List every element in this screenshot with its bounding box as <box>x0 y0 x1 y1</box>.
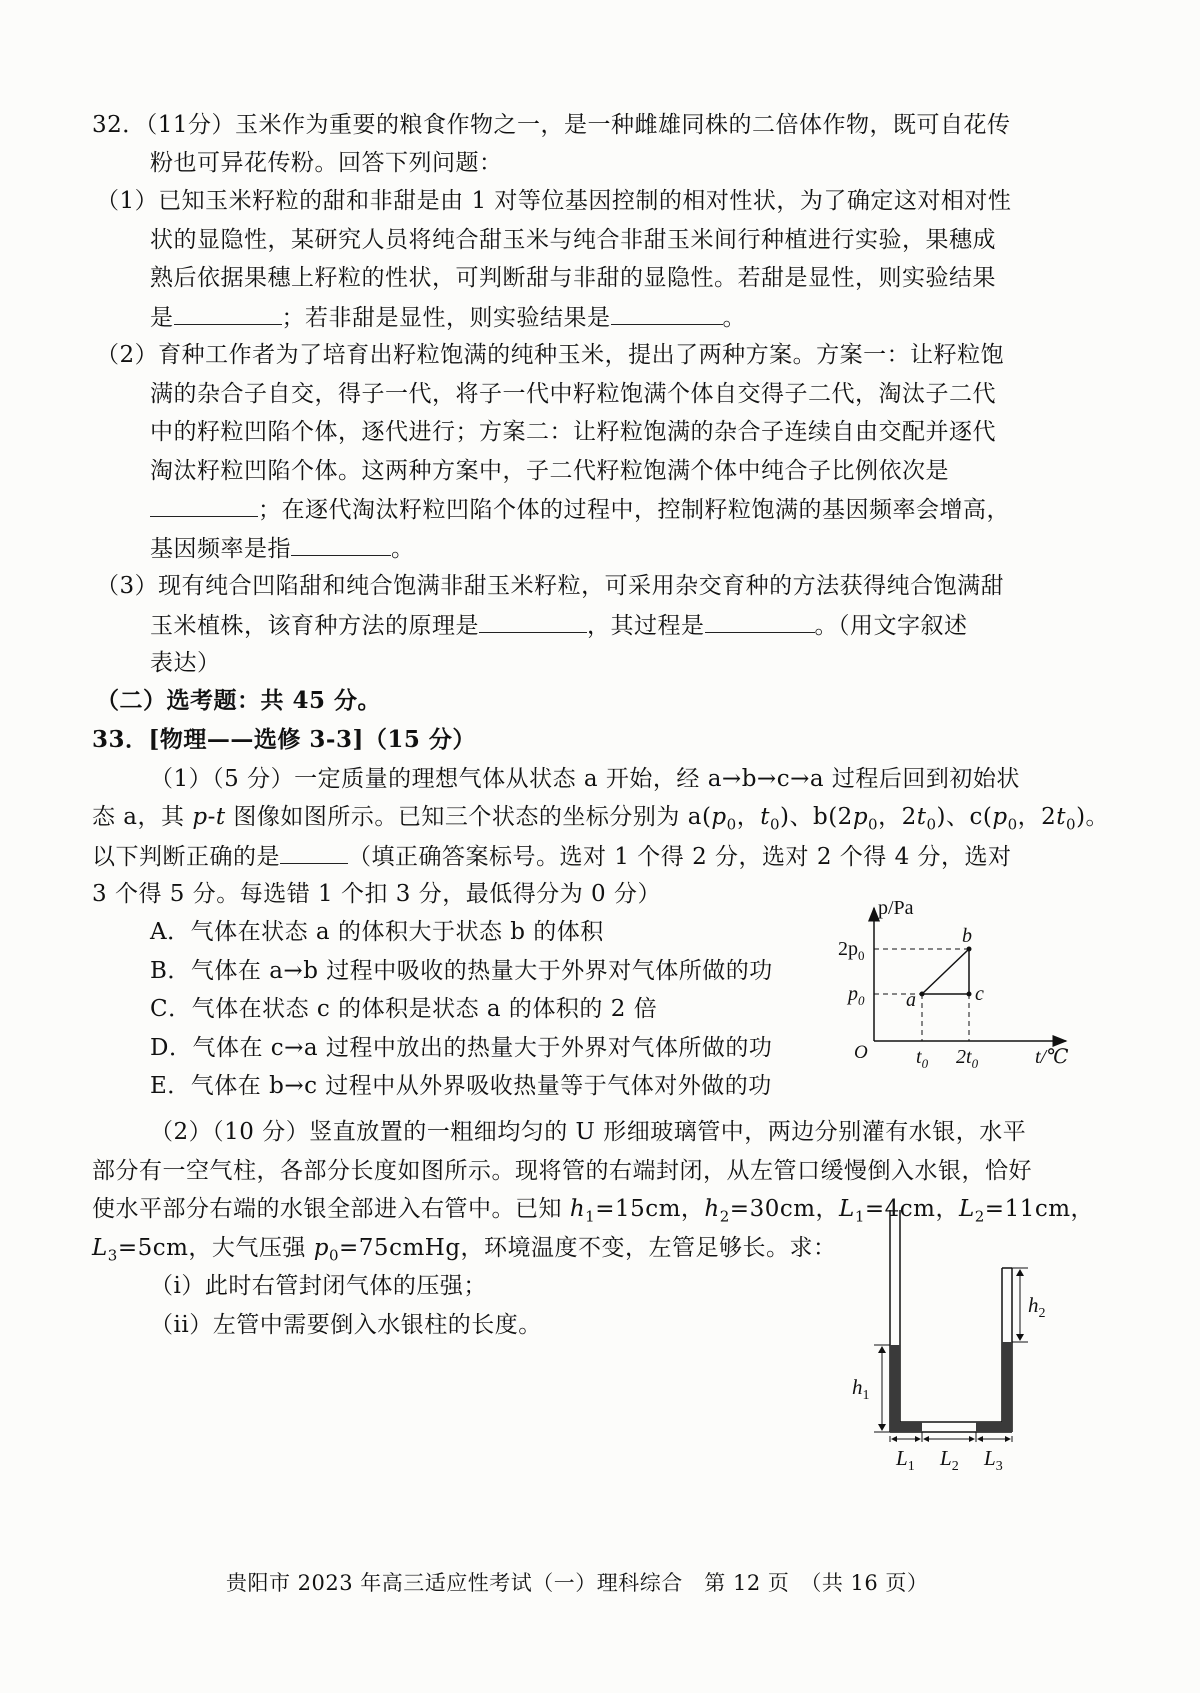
mercury-right <box>1002 1342 1012 1432</box>
answer-blank[interactable] <box>280 841 348 864</box>
q32-p2-l5: ；在逐代淘汰籽粒凹陷个体的过程中，控制籽粒饱满的基因频率会增高， <box>150 494 1010 525</box>
L3-label: $L_3$ <box>984 1446 1003 1474</box>
q33-part2-sub1: （i）此时右管封闭气体的压强； <box>150 1273 487 1299</box>
q32-p1-l3: 熟后依据果穗上籽粒的性状，可判断甜与非甜的显隐性。若甜是显性，则实验结果 <box>150 265 996 291</box>
point-b-label: b <box>962 925 972 947</box>
q32-p2-l3: 中的籽粒凹陷个体，逐代进行；方案二：让籽粒饱满的杂合子连续自由交配并逐代 <box>150 419 996 445</box>
q32-p2-l4: 淘汰籽粒凹陷个体。这两种方案中，子二代籽粒饱满个体中纯合子比例依次是 <box>150 458 949 484</box>
q33-part1-l4: 3 个得 5 分。每选错 1 个扣 3 分，最低得分为 0 分） <box>92 881 661 907</box>
h2-label: $h_2$ <box>1028 1293 1046 1321</box>
point-c-label: c <box>975 983 984 1005</box>
q32-p2-l2: 满的杂合子自交，得子一代，将子一代中籽粒饱满个体自交得子二代，淘汰子二代 <box>150 381 996 407</box>
q32-p3-l1: （3）现有纯合凹陷甜和纯合饱满非甜玉米籽粒，可采用杂交育种的方法获得纯合饱满甜 <box>96 573 1005 599</box>
answer-blank[interactable] <box>150 494 258 517</box>
mercury-left <box>890 1345 900 1432</box>
u-tube-diagram <box>850 1210 1050 1480</box>
q33-part1-l1: （1）（5 分）一定质量的理想气体从状态 a 开始，经 a→b→c→a 过程后回到初始状 <box>150 766 1020 792</box>
path-a-b <box>922 949 969 994</box>
pt-graph <box>838 893 1083 1068</box>
section2-heading: （二）选考题：共 45 分。 <box>96 687 382 714</box>
q33-part1-l3: 以下判断正确的是 （填正确答案标号。选对 1 个得 2 分，选对 2 个得 4 分，选对 <box>92 841 1012 872</box>
x-axis-label: t/℃ <box>1035 1046 1069 1068</box>
answer-blank[interactable] <box>705 610 815 633</box>
L2-label: $L_2$ <box>940 1446 959 1474</box>
q32-p1-l1: （1）已知玉米籽粒的甜和非甜是由 1 对等位基因控制的相对性状，为了确定这对相对性 <box>96 188 1012 214</box>
answer-blank[interactable] <box>479 610 587 633</box>
q33-heading: 33．[物理——选修 3-3]（15 分） <box>92 726 476 753</box>
q33-part2-l1: （2）（10 分）竖直放置的一粗细均匀的 U 形细玻璃管中，两边分别灌有水银，水平 <box>150 1119 1027 1145</box>
tick-2t0: $2t_0$ <box>956 1046 979 1068</box>
origin-label: O <box>854 1042 868 1063</box>
answer-blank[interactable] <box>611 302 723 325</box>
option-d: D．气体在 c→a 过程中放出的热量大于外界对气体所做的功 <box>150 1035 773 1061</box>
q32-p2-l1: （2）育种工作者为了培育出籽粒饱满的纯种玉米，提出了两种方案。方案一：让籽粒饱 <box>96 342 1005 368</box>
L1-label: $L_1$ <box>896 1446 915 1474</box>
option-e: E．气体在 b→c 过程中从外界吸收热量等于气体对外做的功 <box>150 1073 772 1099</box>
q32-p2-l6: 基因频率是指 。 <box>150 533 415 564</box>
mercury-bottom-right <box>976 1422 1002 1432</box>
h1-label: $h_1$ <box>852 1375 870 1403</box>
q32-p3-l3: 表达） <box>150 650 221 676</box>
q32-heading-cont: 粉也可异花传粉。回答下列问题： <box>150 150 503 176</box>
answer-blank[interactable] <box>291 533 391 556</box>
tick-t0: $t_0$ <box>916 1046 929 1068</box>
option-c: C．气体在状态 c 的体积是状态 a 的体积的 2 倍 <box>150 996 658 1022</box>
y-axis-label: p/Pa <box>878 897 914 919</box>
page-footer: 贵阳市 2023 年高三适应性考试（一）理科综合 第 12 页 （共 16 页） <box>226 1571 929 1595</box>
option-b: B．气体在 a→b 过程中吸收的热量大于外界对气体所做的功 <box>150 958 773 984</box>
q32-p1-l2: 状的显隐性，某研究人员将纯合甜玉米与纯合非甜玉米间行种植进行实验，果穗成 <box>150 227 996 253</box>
point-a-label: a <box>906 989 916 1011</box>
q33-part1-l2: 态 a，其 p-t 图像如图所示。已知三个状态的坐标分别为 $a(p_0$，$t_0$)、$b(2p_0$，$2t_0$)、$c(p_0$，$2t_0$)。 <box>92 804 1110 834</box>
q32-heading: 32．（11分）玉米作为重要的粮食作物之一，是一种雌雄同株的二倍体作物，既可自花传 <box>92 112 1011 138</box>
option-a: A．气体在状态 a 的体积大于状态 b 的体积 <box>150 919 604 945</box>
q33-part2-sub2: （ii）左管中需要倒入水银柱的长度。 <box>150 1312 542 1338</box>
mercury-bottom-left <box>900 1422 922 1432</box>
q33-part2-l4: $L_3=5cm$，大气压强 $p_0=75cmHg$，环境温度不变，左管足够长。求： <box>92 1235 837 1265</box>
q33-part2-l3: 使水平部分右端的水银全部进入右管中。已知 $h_1=15cm$，$h_2=30cm$，$L_1=4cm$，$L_2=11cm$， <box>92 1196 1095 1226</box>
q32-p3-l2: 玉米植株，该育种方法的原理是 ，其过程是 。（用文字叙述 <box>150 610 968 641</box>
tick-p0: $p_0$ <box>848 983 865 1008</box>
q32-p1-l4: 是 ；若非甜是显性，则实验结果是 。 <box>150 302 746 333</box>
tick-2p0: $2p_0$ <box>838 938 865 963</box>
answer-blank[interactable] <box>174 302 282 325</box>
q33-part2-l2: 部分有一空气柱，各部分长度如图所示。现将管的右端封闭，从左管口缓慢倒入水银，恰好 <box>92 1158 1032 1184</box>
